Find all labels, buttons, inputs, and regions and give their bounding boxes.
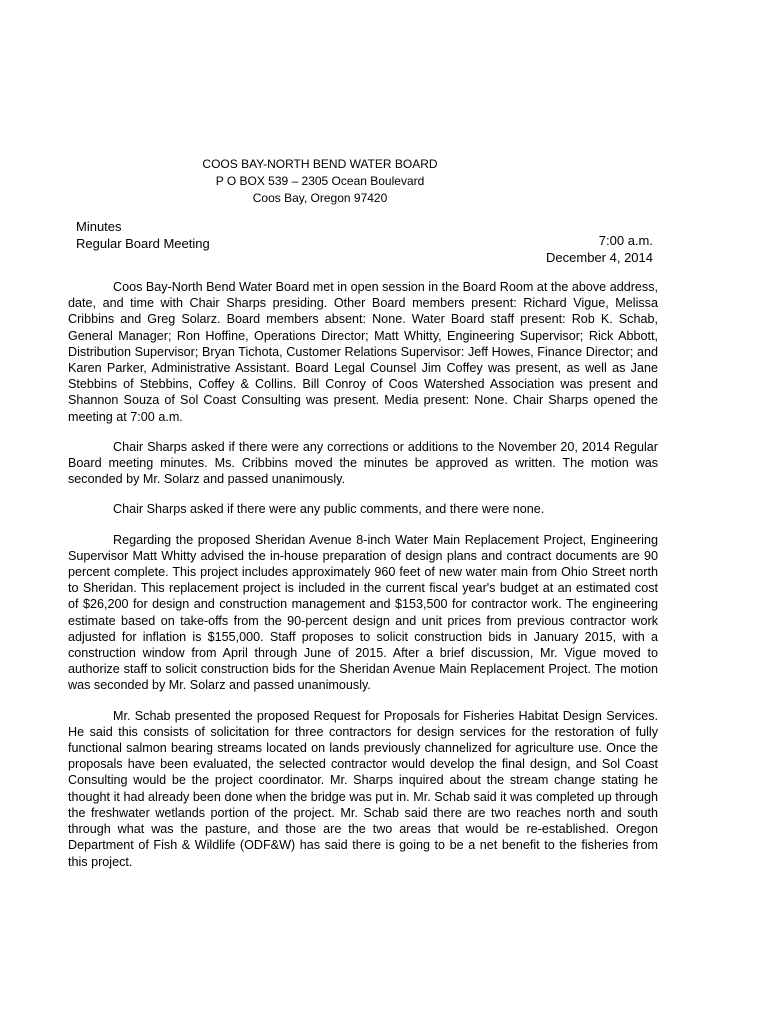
meeting-date: December 4, 2014: [546, 250, 653, 265]
letterhead: [170, 156, 470, 207]
meeting-type: Regular Board Meeting: [76, 236, 210, 251]
org-name: COOS BAY-NORTH BEND WATER BOARD: [202, 157, 438, 171]
minutes-body: [68, 279, 658, 884]
address-line: P O BOX 539 – 2305 Ocean Boulevard: [215, 174, 425, 188]
city-line: Coos Bay, Oregon 97420: [252, 191, 388, 205]
paragraph-public-comments: Chair Sharps asked if there were any public comments, and there were none.: [113, 502, 545, 517]
paragraph-sheridan-project: Regarding the proposed Sheridan Avenue 8-inch Water Main Replacement Project, Engineering Supervisor Matt Whitty advised the in-house preparation of design plans and contract documents are 90 percent complete. This project includes approximately 960 feet of new water main from Ohio Street north to Sheridan. This replacement project is included in the current fiscal year's budget at an estimated cost of $26,200 for design and construction management and $153,500 for contractor work. The engineering estimate based on take-offs from the 90-percent design and unit prices from previous contractor work adjusted for inflation is $155,000. Staff proposes to solicit construction bids in January 2015, with a construction window from April through June of 2015. After a brief discussion, Mr. Vigue moved to authorize staff to solicit construction bids for the Sheridan Avenue Main Replacement Project. The motion was seconded by Mr. Solarz and passed unanimously.: [68, 532, 658, 693]
paragraph-fisheries-rfp: Mr. Schab presented the proposed Request for Proposals for Fisheries Habitat Design Services. He said this consists of solicitation for three contractors for design services for the restoration of fully functional salmon bearing streams located on lands previously channelized for agriculture use. Once the proposals have been evaluated, the selected contractor would develop the final design, and Sol Coast Consulting would be the project coordinator. Mr. Sharps inquired about the stream change stating he thought it had already been done when the bridge was put in. Mr. Schab said it was completed up through the freshwater wetlands portion of the project. Mr. Schab said there are two reaches north and south through what was the pasture, and those are the two areas that would be re-established. Oregon Department of Fish & Wildlife (ODF&W) has said there is going to be a net benefit to the fisheries from this project.: [68, 708, 658, 869]
meeting-datetime: [440, 232, 653, 266]
paragraph-attendance: Coos Bay-North Bend Water Board met in open session in the Board Room at the above address, date, and time with Chair Sharps presiding. Other Board members present: Richard Vigue, Melissa Cribbins and Greg Solarz. Board members absent: None. Water Board staff present: Rob K. Schab, General Manager; Ron Hoffine, Operations Director; Matt Whitty, Engineering Supervisor; Rick Abbott, Distribution Supervisor; Bryan Tichota, Customer Relations Supervisor: Jeff Howes, Finance Director; and Karen Parker, Administrative Assistant. Board Legal Counsel Jim Coffey was present, as well as Jane Stebbins of Stebbins, Coffey & Collins. Bill Conroy of Coos Watershed Association was present and Shannon Souza of Sol Coast Consulting was present. Media present: None. Chair Sharps opened the meeting at 7:00 a.m.: [68, 280, 658, 424]
meeting-time: 7:00 a.m.: [598, 233, 653, 248]
paragraph-minutes-approval: Chair Sharps asked if there were any corrections or additions to the November 20, 2014 Regular Board meeting minutes. Ms. Cribbins moved the minutes be approved as written. The motion was seconded by Mr. Solarz and passed unanimously.: [68, 439, 658, 487]
meeting-info: [76, 218, 210, 252]
doc-type: Minutes: [76, 219, 122, 234]
